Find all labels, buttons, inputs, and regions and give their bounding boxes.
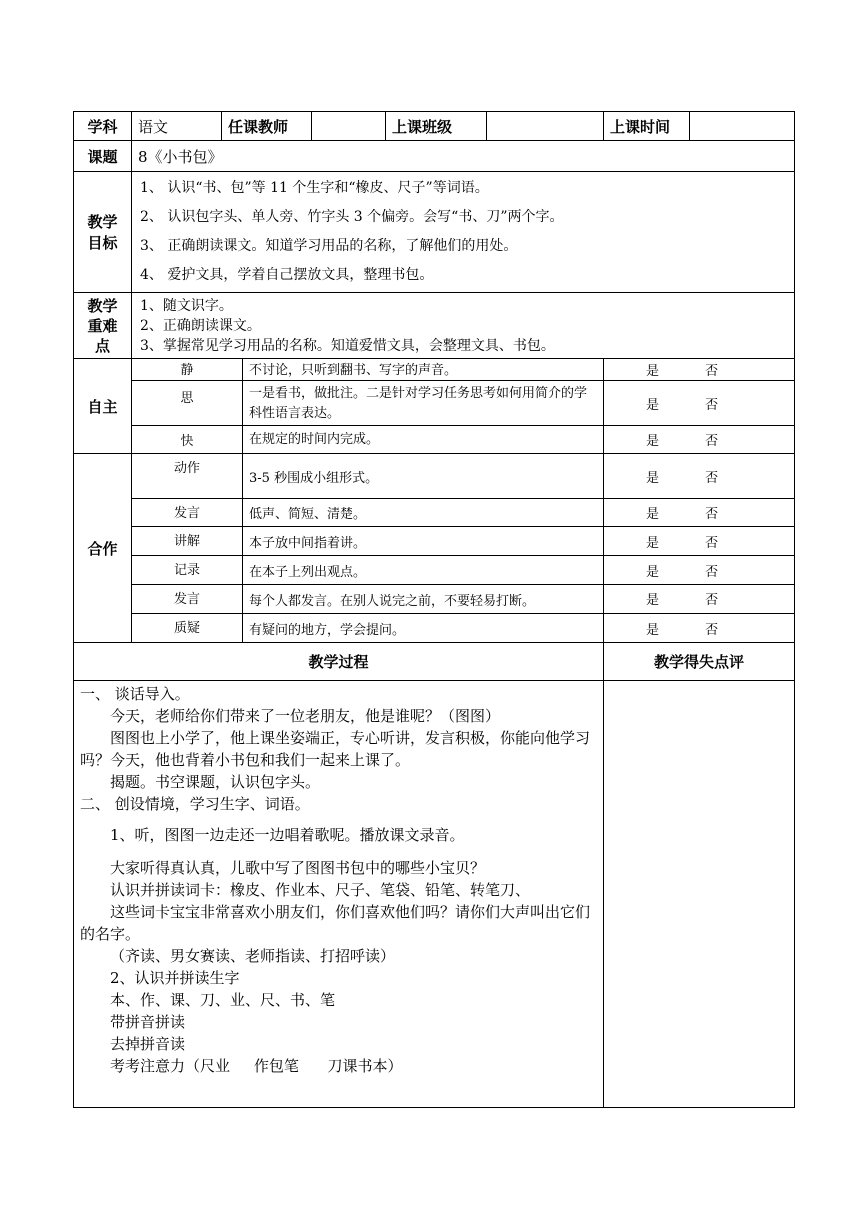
criterion-desc: 3-5 秒围成小组形式。	[243, 454, 604, 499]
yes-no-choice	[604, 381, 795, 426]
goals-label: 教学目标	[74, 172, 132, 293]
process-paragraph: 图图也上小学了，他上课坐姿端正，专心听讲，发言积极，你能向他学习吗？今天，他也背着小书包和我们一起来上课了。	[80, 729, 591, 769]
criterion-item: 动作	[132, 454, 243, 499]
criterion-desc: 在规定的时间内完成。	[243, 426, 604, 454]
criterion-item: 记录	[132, 556, 243, 585]
criterion-item: 发言	[132, 499, 243, 527]
no-option[interactable]: 否	[705, 564, 719, 580]
criterion-desc: 低声、简短、清楚。	[243, 499, 604, 527]
criterion-item: 质疑	[132, 614, 243, 643]
process-paragraph: 本、作、课、刀、业、尺、书、笔	[110, 991, 336, 1009]
process-paragraph: 认识并拼读词卡：橡皮、作业本、尺子、笔袋、铅笔、转笔刀、	[110, 881, 531, 899]
keypoints-row	[74, 293, 795, 359]
yes-no-choice	[604, 585, 795, 614]
process-header-row	[74, 643, 795, 681]
no-option[interactable]: 否	[705, 507, 719, 522]
no-option[interactable]: 否	[705, 622, 719, 638]
process-paragraph: 揭题。书空课题，认识包字头。	[110, 773, 321, 791]
header-row	[74, 112, 795, 141]
yes-no-choice	[604, 359, 795, 381]
yes-option[interactable]: 是	[646, 434, 660, 449]
yes-option[interactable]: 是	[646, 470, 660, 486]
process-paragraph: 带拼音拼读	[110, 1013, 186, 1031]
teacher-value	[312, 112, 386, 141]
goals-list	[132, 172, 795, 293]
keypoints-label: 教学重难点	[74, 293, 132, 359]
teacher-label: 任课教师	[222, 112, 312, 141]
criterion-desc: 在本子上列出观点。	[243, 556, 604, 585]
section-heading: 二、 创设情境，学习生字、词语。	[80, 795, 310, 813]
process-paragraph: （齐读、男女赛读、老师指读、打招呼读）	[110, 947, 396, 965]
criterion-desc: 每个人都发言。在别人说完之前，不要轻易打断。	[243, 585, 604, 614]
class-label: 上课班级	[386, 112, 487, 141]
keypoint-item: 2、正确朗读课文。	[140, 317, 261, 334]
no-option[interactable]: 否	[705, 470, 719, 486]
comment-area[interactable]	[604, 681, 795, 1108]
no-option[interactable]: 否	[705, 364, 719, 379]
keypoints-list	[132, 293, 795, 359]
yes-option[interactable]: 是	[646, 593, 660, 608]
topic-row	[74, 141, 795, 172]
topic-value: 8《小书包》	[132, 141, 795, 172]
cooperation-row	[74, 614, 795, 643]
process-paragraph: 大家听得真认真，儿歌中写了图图书包中的哪些小宝贝？	[110, 859, 486, 877]
cooperation-label: 合作	[74, 454, 132, 643]
time-value	[690, 112, 795, 141]
yes-no-choice	[604, 527, 795, 556]
criterion-item: 思	[132, 381, 243, 426]
process-paragraph: 今天，老师给你们带来了一位老朋友，他是谁呢？（图图）	[110, 707, 501, 725]
process-paragraph: 1、听，图图一边走还一边唱着歌呢。播放课文录音。	[110, 826, 465, 844]
yes-no-choice	[604, 454, 795, 499]
yes-no-choice	[604, 499, 795, 527]
criterion-item: 发言	[132, 585, 243, 614]
keypoint-item: 1、随文识字。	[140, 297, 233, 314]
criterion-item: 快	[132, 426, 243, 454]
yes-option[interactable]: 是	[646, 535, 660, 551]
yes-no-choice	[604, 426, 795, 454]
no-option[interactable]: 否	[705, 434, 719, 449]
criterion-desc: 本子放中间指着讲。	[243, 527, 604, 556]
yes-option[interactable]: 是	[646, 622, 660, 638]
lesson-plan-document	[73, 111, 794, 1108]
process-paragraph: 2、认识并拼读生字	[110, 969, 240, 987]
yes-option[interactable]: 是	[646, 364, 660, 379]
autonomy-row	[74, 359, 795, 381]
criterion-item: 静	[132, 359, 243, 381]
section-heading: 一、 谈话导入。	[80, 685, 190, 703]
process-content	[74, 681, 604, 1108]
yes-option[interactable]: 是	[646, 397, 660, 413]
class-value	[487, 112, 604, 141]
cooperation-row	[74, 556, 795, 585]
goals-row	[74, 172, 795, 293]
no-option[interactable]: 否	[705, 535, 719, 551]
cooperation-row	[74, 585, 795, 614]
topic-label: 课题	[74, 141, 132, 172]
cooperation-row	[74, 527, 795, 556]
time-label: 上课时间	[604, 112, 690, 141]
subject-label: 学科	[74, 112, 132, 141]
criterion-desc: 一是看书，做批注。二是针对学习任务思考如何用简介的学科性语言表达。	[243, 381, 604, 426]
cooperation-row	[74, 454, 795, 499]
autonomy-row	[74, 381, 795, 426]
lesson-plan-table	[73, 111, 795, 1108]
criterion-desc: 有疑问的地方，学会提问。	[243, 614, 604, 643]
subject-value: 语文	[132, 112, 222, 141]
yes-option[interactable]: 是	[646, 564, 660, 580]
process-body-row	[74, 681, 795, 1108]
autonomy-row	[74, 426, 795, 454]
autonomy-label: 自主	[74, 359, 132, 454]
goal-item: 1、 认识“书、包”等 11 个生字和“橡皮、尺子”等词语。	[140, 180, 489, 196]
process-title: 教学过程	[74, 643, 604, 681]
comment-title: 教学得失点评	[604, 643, 795, 681]
goal-item: 4、 爱护文具，学着自己摆放文具，整理书包。	[140, 267, 434, 283]
no-option[interactable]: 否	[705, 593, 719, 608]
yes-option[interactable]: 是	[646, 507, 660, 522]
keypoint-item: 3、掌握常见学习用品的名称。知道爱惜文具，会整理文具、书包。	[140, 337, 555, 354]
goal-item: 2、 认识包字头、单人旁、竹字头 3 个偏旁。会写“书、刀”两个字。	[140, 209, 564, 225]
criterion-desc: 不讨论，只听到翻书、写字的声音。	[243, 359, 604, 381]
process-paragraph: 去掉拼音读	[110, 1035, 186, 1053]
process-paragraph: 考考注意力（尺业 作包笔 刀课书本）	[110, 1057, 403, 1075]
no-option[interactable]: 否	[705, 397, 719, 413]
goal-item: 3、 正确朗读课文。知道学习用品的名称，了解他们的用处。	[140, 238, 518, 254]
criterion-item: 讲解	[132, 527, 243, 556]
process-paragraph: 这些词卡宝宝非常喜欢小朋友们，你们喜欢他们吗？请你们大声叫出它们的名字。	[80, 903, 591, 943]
cooperation-row	[74, 499, 795, 527]
yes-no-choice	[604, 614, 795, 643]
yes-no-choice	[604, 556, 795, 585]
